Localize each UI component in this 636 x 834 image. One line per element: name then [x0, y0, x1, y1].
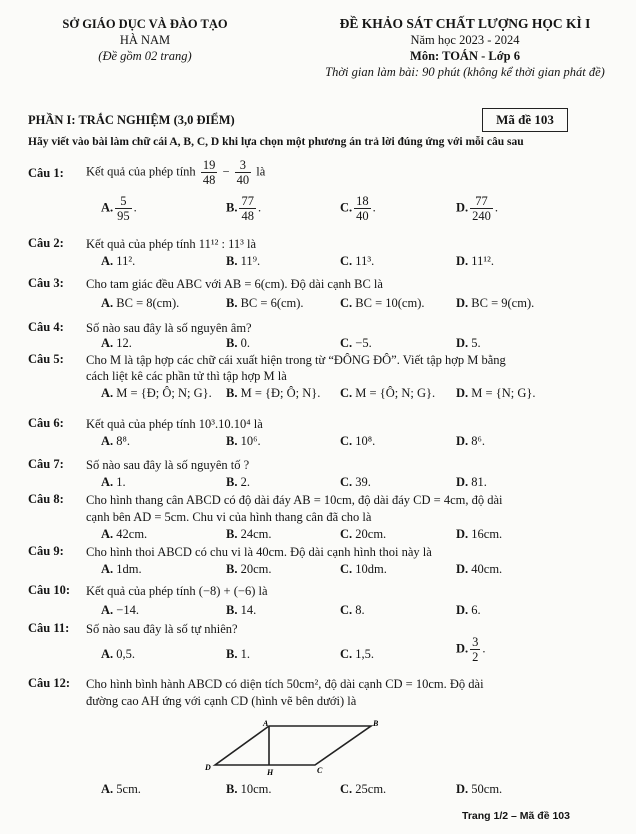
option-d[interactable] [456, 254, 494, 269]
question-11 [28, 621, 608, 671]
question-10 [28, 581, 608, 621]
question-text: Kết quả của phép tính 10³.10.10⁴ là [86, 417, 263, 431]
letter: D. [456, 641, 469, 656]
question-text-line2: đường cao AH ứng với cạnh CD (hình vẽ bên dưới) là [86, 694, 357, 708]
option-b[interactable] [226, 254, 260, 269]
label-a: A [263, 719, 269, 728]
label-b: B [373, 719, 379, 728]
exam-title: ĐỀ KHẢO SÁT CHẤT LƯỢNG HỌC KÌ I [339, 16, 591, 31]
question-text: Kết quả của phép tính 11¹² : 11³ là [86, 237, 256, 251]
option-letter: D. [456, 562, 469, 576]
option-letter: A. [101, 647, 114, 661]
question-label: Câu 12: [28, 676, 71, 690]
option-c[interactable] [340, 782, 386, 797]
fraction [470, 635, 480, 664]
option-letter: C. [340, 475, 353, 489]
option-value: 0. [237, 336, 250, 350]
question-4 [28, 320, 608, 356]
option-value: 11⁹. [237, 254, 261, 268]
option-value: BC = 9(cm). [468, 296, 535, 310]
question-text-line2: cách liệt kê các phần tử thì tập hợp M là [86, 369, 287, 383]
question-text: Số nào sau đây là số nguyên âm? [86, 321, 252, 335]
option-letter: D. [456, 527, 469, 541]
option-value: 8. [352, 603, 365, 617]
question-text [86, 158, 606, 187]
den: 40 [356, 209, 369, 223]
option-value: BC = 10(cm). [352, 296, 425, 310]
option-value: 11³. [352, 254, 375, 268]
option-b[interactable]: B. $\frac{77}{48}$ . [226, 194, 262, 223]
option-a[interactable] [101, 603, 139, 618]
option-a[interactable] [101, 296, 179, 311]
province: HÀ NAM [119, 33, 171, 47]
option-letter: B. [226, 782, 238, 796]
label-d: D [205, 763, 211, 772]
school-year: Năm học 2023 - 2024 [410, 33, 520, 47]
question-label: Câu 2: [28, 236, 64, 250]
option-letter: A. [101, 296, 114, 310]
question-9 [28, 544, 608, 580]
option-d[interactable] [456, 434, 485, 449]
option-a[interactable] [101, 647, 135, 662]
question-text: Cho tam giác đều ABC với AB = 6(cm). Độ dài cạnh BC là [86, 277, 383, 291]
question-5 [28, 352, 608, 406]
option-a[interactable] [101, 434, 130, 449]
fraction [235, 158, 252, 187]
den: 2 [472, 650, 479, 664]
option-value: −14. [113, 603, 139, 617]
option-value: 42cm. [113, 527, 148, 541]
department: SỞ GIÁO DỤC VÀ ĐÀO TẠO [62, 17, 228, 31]
option-c[interactable] [340, 386, 435, 401]
option-value: 11¹². [468, 254, 494, 268]
option-letter: A. [101, 475, 114, 489]
option-letter: D. [456, 434, 469, 448]
option-a[interactable] [101, 527, 147, 542]
option-value: M = {N; G}. [468, 386, 536, 400]
option-letter: C. [340, 296, 353, 310]
option-value: 6. [468, 603, 481, 617]
question-2 [28, 236, 608, 272]
question-text: Số nào sau đây là số nguyên tố ? [86, 458, 250, 472]
option-value: 25cm. [352, 782, 387, 796]
option-letter: A. [101, 254, 114, 268]
num: 3 [235, 158, 252, 173]
option-value: 81. [468, 475, 487, 489]
option-value: M = {Đ; Ô; N; G}. [113, 386, 212, 400]
option-a[interactable] [101, 562, 142, 577]
exam-code: Mã đề 103 [482, 108, 568, 132]
option-letter: C. [340, 603, 353, 617]
option-letter: A. [101, 434, 114, 448]
question-6 [28, 416, 608, 452]
option-letter: B. [226, 475, 238, 489]
option-letter: C. [340, 562, 353, 576]
text: Kết quả của phép tính [86, 164, 196, 179]
option-value: 10⁸. [352, 434, 376, 448]
option-d[interactable]: D. $\frac{3}{2}$ . [456, 635, 486, 664]
option-c[interactable]: C. $\frac{18}{40}$ . [340, 194, 376, 223]
den: 48 [202, 173, 216, 187]
part-title: PHẦN I: TRẮC NGHIỆM (3,0 ĐIỂM) [28, 113, 235, 127]
option-letter: B. [226, 296, 238, 310]
option-b[interactable] [226, 782, 272, 797]
option-value: 50cm. [468, 782, 503, 796]
option-d[interactable] [456, 475, 487, 490]
option-letter: C. [340, 782, 353, 796]
fraction [470, 194, 493, 223]
question-label: Câu 11: [28, 621, 70, 635]
option-value: 1. [113, 475, 126, 489]
label-h: H [267, 768, 274, 777]
num: 77 [241, 194, 254, 208]
option-value: 1,5. [352, 647, 375, 661]
option-c[interactable] [340, 254, 374, 269]
option-b[interactable] [226, 527, 272, 542]
option-c[interactable] [340, 336, 372, 351]
option-c[interactable] [340, 527, 386, 542]
label-c: C [317, 766, 323, 775]
option-value: 8⁶. [468, 434, 486, 448]
option-letter: D. [456, 603, 469, 617]
option-a[interactable]: A. $\frac{5}{95}$ . [101, 194, 137, 223]
option-d[interactable] [456, 562, 502, 577]
den: 48 [241, 209, 254, 223]
question-3 [28, 276, 608, 312]
option-value: 1dm. [113, 562, 142, 576]
option-c[interactable] [340, 562, 387, 577]
option-letter: B. [226, 603, 238, 617]
num: 18 [356, 194, 369, 208]
question-12 [28, 676, 608, 716]
subject: Môn: TOÁN - Lớp 6 [410, 49, 520, 63]
den: 40 [236, 173, 250, 187]
letter: A. [101, 200, 114, 215]
header-left [40, 16, 250, 64]
op: − [222, 164, 230, 179]
option-letter: A. [101, 386, 114, 400]
parallelogram-shape [215, 726, 371, 765]
option-value: 10dm. [352, 562, 387, 576]
fraction [201, 158, 218, 187]
option-d[interactable] [456, 386, 535, 401]
question-label: Câu 4: [28, 320, 64, 334]
question-label: Câu 5: [28, 352, 64, 366]
fraction [239, 194, 256, 223]
option-a[interactable] [101, 336, 132, 351]
option-value: 5cm. [113, 782, 141, 796]
letter: B. [226, 200, 238, 215]
option-c[interactable] [340, 296, 424, 311]
option-letter: A. [101, 782, 114, 796]
option-letter: A. [101, 603, 114, 617]
option-value: 5. [468, 336, 481, 350]
option-value: 11². [113, 254, 136, 268]
option-letter: D. [456, 254, 469, 268]
option-letter: B. [226, 647, 238, 661]
option-value: 16cm. [468, 527, 503, 541]
question-label: Câu 7: [28, 457, 64, 471]
question-label: Câu 9: [28, 544, 64, 558]
option-letter: B. [226, 562, 238, 576]
option-b[interactable] [226, 386, 320, 401]
option-b[interactable] [226, 296, 304, 311]
num: 77 [470, 194, 493, 209]
option-letter: D. [456, 475, 469, 489]
letter: C. [340, 200, 353, 215]
option-a[interactable] [101, 386, 212, 401]
question-1-options [28, 194, 608, 230]
question-12-options [28, 782, 608, 802]
fraction [115, 194, 132, 223]
option-a[interactable] [101, 254, 135, 269]
num: 5 [115, 194, 132, 209]
exam-time: Thời gian làm bài: 90 phút (không kể thời gian phát đề) [325, 65, 605, 79]
option-value: 24cm. [237, 527, 272, 541]
option-value: 14. [237, 603, 257, 617]
option-a[interactable] [101, 782, 141, 797]
option-letter: C. [340, 434, 353, 448]
den: 95 [117, 209, 130, 223]
option-letter: A. [101, 562, 114, 576]
option-letter: C. [340, 386, 353, 400]
question-text: Cho hình thoi ABCD có chu vi là 40cm. Độ dài cạnh hình thoi này là [86, 545, 432, 559]
option-value: M = {Đ; Ô; N}. [237, 386, 321, 400]
question-label: Câu 1: [28, 166, 64, 180]
option-c[interactable] [340, 434, 375, 449]
option-b[interactable] [226, 647, 250, 662]
option-letter: B. [226, 434, 238, 448]
option-value: 1. [237, 647, 250, 661]
fraction [354, 194, 371, 223]
question-text: Số nào sau đây là số tự nhiên? [86, 622, 238, 636]
text: là [256, 164, 266, 179]
letter: D. [456, 200, 469, 215]
option-value: 10⁶. [237, 434, 261, 448]
option-b[interactable] [226, 562, 272, 577]
question-text-line1: Cho hình bình hành ABCD có diện tích 50cm², độ dài cạnh CD = 10cm. Độ dài [86, 677, 484, 691]
option-b[interactable] [226, 475, 250, 490]
option-value: 0,5. [113, 647, 136, 661]
instruction: Hãy viết vào bài làm chữ cái A, B, C, D khi lựa chọn một phương án trả lời đúng ứng với mỗi câu sau [28, 136, 524, 148]
den: 240 [472, 209, 491, 223]
option-value: 40cm. [468, 562, 503, 576]
option-c[interactable] [340, 647, 374, 662]
question-text-line1: Cho hình thang cân ABCD có độ dài đáy AB = 10cm, độ dài đáy CD = 4cm, độ dài [86, 493, 503, 507]
option-letter: C. [340, 527, 353, 541]
question-label: Câu 10: [28, 583, 71, 597]
option-d[interactable] [456, 603, 481, 618]
option-value: M = {Ô; N; G}. [352, 386, 436, 400]
option-c[interactable] [340, 475, 371, 490]
option-c[interactable] [340, 603, 365, 618]
option-value: 12. [113, 336, 132, 350]
option-value: 8⁸. [113, 434, 131, 448]
option-b[interactable] [226, 434, 261, 449]
option-d[interactable] [456, 527, 502, 542]
question-text-line2: cạnh bên AD = 5cm. Chu vi của hình thang cân đã cho là [86, 510, 372, 524]
option-a[interactable] [101, 475, 126, 490]
option-value: 20cm. [352, 527, 387, 541]
option-value: 2. [237, 475, 250, 489]
option-letter: B. [226, 386, 238, 400]
num: 19 [202, 158, 216, 172]
page-count: (Đề gồm 02 trang) [98, 49, 192, 63]
question-text: Kết quả của phép tính (−8) + (−6) là [86, 584, 268, 598]
option-d[interactable] [456, 296, 534, 311]
option-letter: B. [226, 254, 238, 268]
question-label: Câu 6: [28, 416, 64, 430]
option-value: 39. [352, 475, 371, 489]
question-text-line1: Cho M là tập hợp các chữ cái xuất hiện trong từ “ĐÔNG ĐÔ”. Viết tập hợp M bằng [86, 353, 506, 367]
option-letter: D. [456, 386, 469, 400]
option-letter: B. [226, 336, 238, 350]
question-8 [28, 492, 608, 546]
option-letter: C. [340, 647, 353, 661]
option-d[interactable] [456, 782, 502, 797]
option-letter: C. [340, 254, 353, 268]
option-value: BC = 6(cm). [237, 296, 304, 310]
option-letter: D. [456, 782, 469, 796]
option-letter: D. [456, 336, 469, 350]
question-7 [28, 457, 608, 493]
option-letter: C. [340, 336, 353, 350]
option-value: 10cm. [237, 782, 272, 796]
option-letter: B. [226, 527, 238, 541]
header-right [300, 16, 630, 80]
option-letter: D. [456, 296, 469, 310]
question-label: Câu 3: [28, 276, 64, 290]
option-letter: A. [101, 336, 114, 350]
option-d[interactable]: D. $\frac{77}{240}$ . [456, 194, 499, 223]
option-value: −5. [352, 336, 372, 350]
parallelogram-figure [195, 718, 385, 780]
question-label: Câu 8: [28, 492, 64, 506]
option-value: 20cm. [237, 562, 272, 576]
option-b[interactable] [226, 336, 250, 351]
num: 3 [472, 635, 479, 649]
page-footer: Trang 1/2 – Mã đề 103 [462, 810, 570, 822]
option-letter: A. [101, 527, 114, 541]
option-b[interactable] [226, 603, 256, 618]
option-d[interactable] [456, 336, 481, 351]
option-value: BC = 8(cm). [113, 296, 180, 310]
